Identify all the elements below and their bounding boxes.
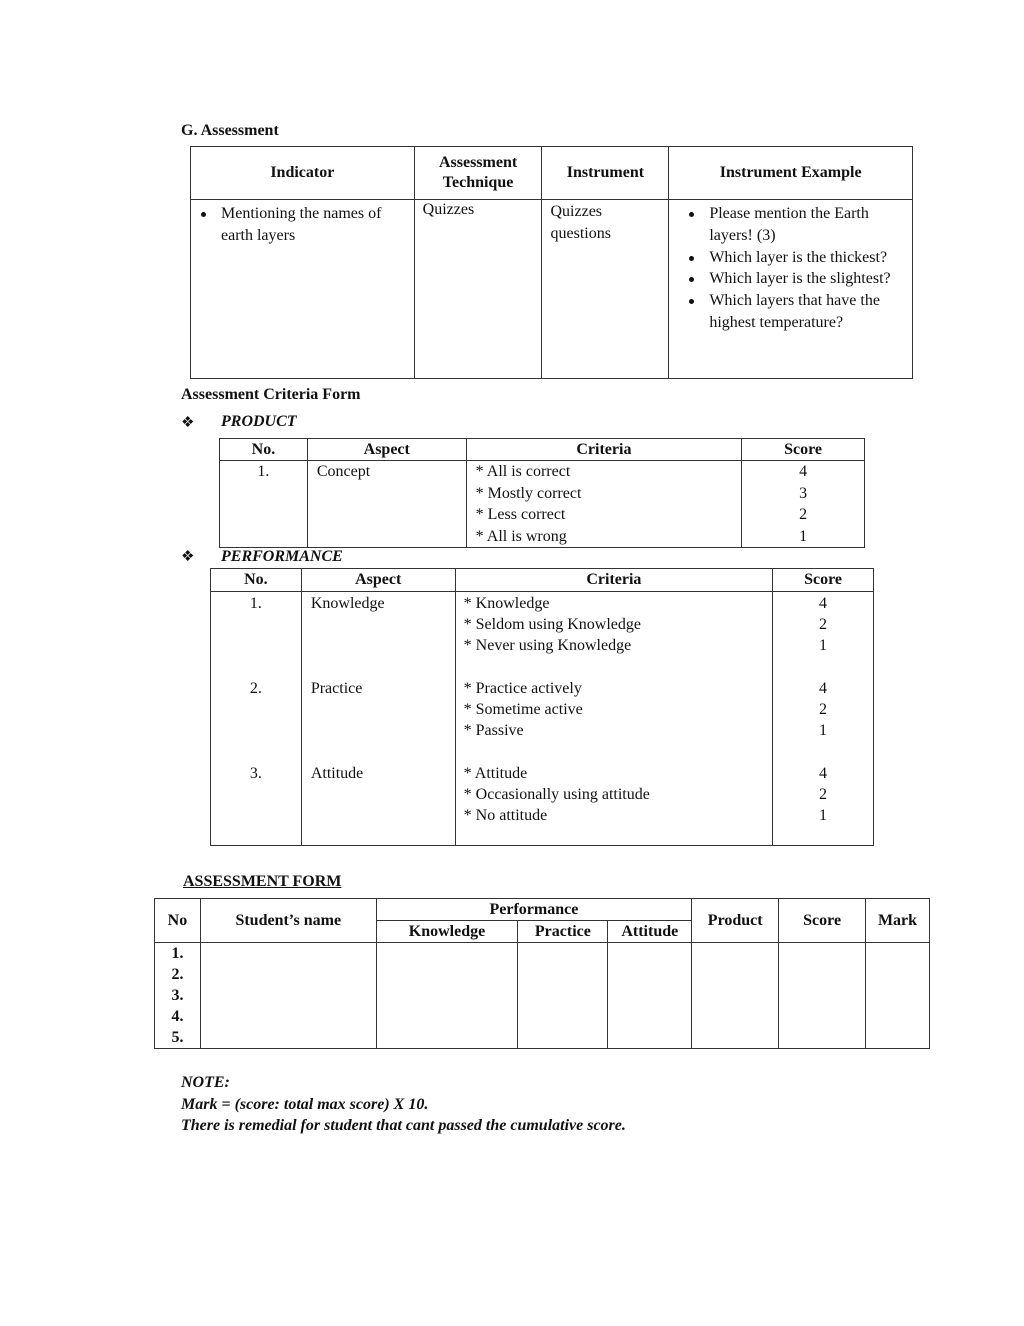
product-table bbox=[219, 438, 865, 548]
header-criteria: Criteria bbox=[455, 569, 772, 592]
perf-score-group bbox=[773, 593, 873, 678]
product-aspect: Concept bbox=[307, 461, 466, 548]
example-item: Please mention the Earth layers! (3) bbox=[679, 203, 898, 247]
score-item: 2 bbox=[819, 701, 828, 719]
perf-aspect: Practice bbox=[310, 680, 363, 697]
product-header-row bbox=[220, 439, 865, 461]
header-knowledge: Knowledge bbox=[376, 921, 518, 943]
performance-label: PERFORMANCE bbox=[221, 548, 343, 565]
technique-cell: Quizzes bbox=[414, 200, 542, 379]
product-criteria bbox=[466, 461, 742, 548]
criteria-item: * Passive bbox=[463, 722, 524, 740]
diamond-bullet-icon: ❖ bbox=[181, 415, 195, 431]
criteria-item: * Mostly correct bbox=[475, 484, 582, 502]
header-score: Score bbox=[779, 899, 866, 943]
header-indicator: Indicator bbox=[191, 147, 415, 200]
score-item: 4 bbox=[819, 680, 828, 697]
header-no: No. bbox=[211, 569, 302, 592]
criteria-item: * All is wrong bbox=[475, 527, 567, 545]
header-attitude: Attitude bbox=[608, 921, 692, 943]
note-line: Mark = (score: total max score) X 10. bbox=[181, 1095, 429, 1113]
criteria-item: * All is correct bbox=[475, 463, 571, 480]
student-number: 2. bbox=[171, 966, 184, 983]
perf-no: 3. bbox=[249, 765, 262, 782]
assessment-row bbox=[191, 200, 913, 379]
header-aspect: Aspect bbox=[307, 439, 466, 461]
form-body-row bbox=[155, 943, 930, 1049]
example-item: Which layer is the thickest? bbox=[679, 247, 898, 269]
score-item: 1 bbox=[819, 637, 828, 655]
example-item: Which layers that have the highest temperature? bbox=[679, 290, 898, 334]
form-header-row-1 bbox=[155, 899, 930, 921]
perf-no: 1. bbox=[249, 595, 262, 612]
practice-cell bbox=[518, 943, 608, 1049]
perf-score-group bbox=[773, 678, 873, 763]
criteria-item: * Occasionally using attitude bbox=[463, 786, 650, 804]
section-heading: G. Assessment bbox=[181, 122, 279, 139]
indicator-item: Mentioning the names of earth layers bbox=[191, 203, 414, 247]
score-item: 4 bbox=[819, 765, 828, 782]
score-item: 1 bbox=[819, 722, 828, 740]
header-assessment-technique: Assessment Technique bbox=[414, 147, 542, 200]
criteria-form-title: Assessment Criteria Form bbox=[181, 386, 361, 403]
header-mark: Mark bbox=[866, 899, 930, 943]
assessment-table bbox=[190, 146, 913, 379]
note-block bbox=[181, 1072, 626, 1137]
score-item: 1 bbox=[799, 527, 808, 545]
criteria-item: * Seldom using Knowledge bbox=[463, 616, 641, 634]
header-instrument: Instrument bbox=[542, 147, 669, 200]
perf-score-group bbox=[773, 763, 873, 827]
performance-header-row bbox=[211, 569, 874, 592]
product-cell bbox=[692, 943, 779, 1049]
attitude-cell bbox=[608, 943, 692, 1049]
performance-criteria-cell bbox=[455, 592, 772, 846]
product-scores bbox=[742, 461, 865, 548]
note-title: NOTE: bbox=[181, 1074, 230, 1091]
header-product: Product bbox=[692, 899, 779, 943]
header-instrument-example: Instrument Example bbox=[669, 147, 913, 200]
perf-aspect: Attitude bbox=[310, 765, 364, 782]
perf-no: 2. bbox=[249, 680, 262, 697]
header-score: Score bbox=[773, 569, 874, 592]
criteria-item: * Never using Knowledge bbox=[463, 637, 632, 655]
header-performance: Performance bbox=[376, 899, 692, 921]
criteria-item: * Less correct bbox=[475, 506, 566, 523]
example-item: Which layer is the slightest? bbox=[679, 268, 898, 290]
criteria-item: * No attitude bbox=[463, 807, 548, 825]
note-line: There is remedial for student that cant passed the cumulative score. bbox=[181, 1117, 626, 1134]
header-practice: Practice bbox=[518, 921, 608, 943]
diamond-bullet-icon: ❖ bbox=[181, 549, 195, 565]
header-no: No bbox=[155, 899, 201, 943]
perf-criteria-group bbox=[464, 678, 772, 763]
criteria-item: * Knowledge bbox=[463, 595, 550, 612]
student-number: 4. bbox=[171, 1008, 184, 1025]
score-cell bbox=[779, 943, 866, 1049]
assessment-form-table bbox=[154, 898, 930, 1049]
score-item: 4 bbox=[799, 463, 808, 480]
criteria-item: * Sometime active bbox=[463, 701, 583, 719]
student-name-cell bbox=[200, 943, 376, 1049]
score-item: 2 bbox=[799, 506, 808, 523]
criteria-item: * Attitude bbox=[463, 765, 528, 782]
header-score: Score bbox=[742, 439, 865, 461]
criteria-item: * Practice actively bbox=[463, 680, 582, 697]
perf-aspect: Knowledge bbox=[310, 595, 385, 612]
header-no: No. bbox=[220, 439, 308, 461]
score-item: 4 bbox=[819, 595, 828, 612]
knowledge-cell bbox=[376, 943, 518, 1049]
product-label: PRODUCT bbox=[221, 413, 297, 430]
header-aspect: Aspect bbox=[301, 569, 455, 592]
student-numbers bbox=[155, 943, 201, 1049]
instrument-line-2: questions bbox=[550, 225, 611, 242]
assessment-form-title: ASSESSMENT FORM bbox=[183, 873, 342, 890]
student-number: 1. bbox=[171, 945, 184, 962]
student-number: 5. bbox=[171, 1029, 184, 1046]
perf-criteria-group bbox=[464, 593, 772, 678]
assessment-header-row bbox=[191, 147, 913, 200]
instrument-cell bbox=[542, 200, 669, 379]
score-item: 3 bbox=[799, 484, 808, 502]
score-item: 1 bbox=[819, 807, 828, 825]
student-number: 3. bbox=[171, 987, 184, 1004]
performance-body-row bbox=[211, 592, 874, 846]
score-item: 2 bbox=[819, 616, 828, 634]
product-row bbox=[220, 461, 865, 548]
performance-table bbox=[210, 568, 874, 846]
header-criteria: Criteria bbox=[466, 439, 742, 461]
header-student-name: Student’s name bbox=[200, 899, 376, 943]
mark-cell bbox=[866, 943, 930, 1049]
score-item: 2 bbox=[819, 786, 828, 804]
performance-no-cell bbox=[211, 592, 302, 846]
instrument-example-cell bbox=[669, 200, 913, 379]
perf-criteria-group bbox=[464, 763, 772, 827]
product-no: 1. bbox=[220, 461, 308, 548]
performance-aspect-cell bbox=[301, 592, 455, 846]
instrument-line-1: Quizzes bbox=[550, 203, 603, 220]
performance-score-cell bbox=[773, 592, 874, 846]
